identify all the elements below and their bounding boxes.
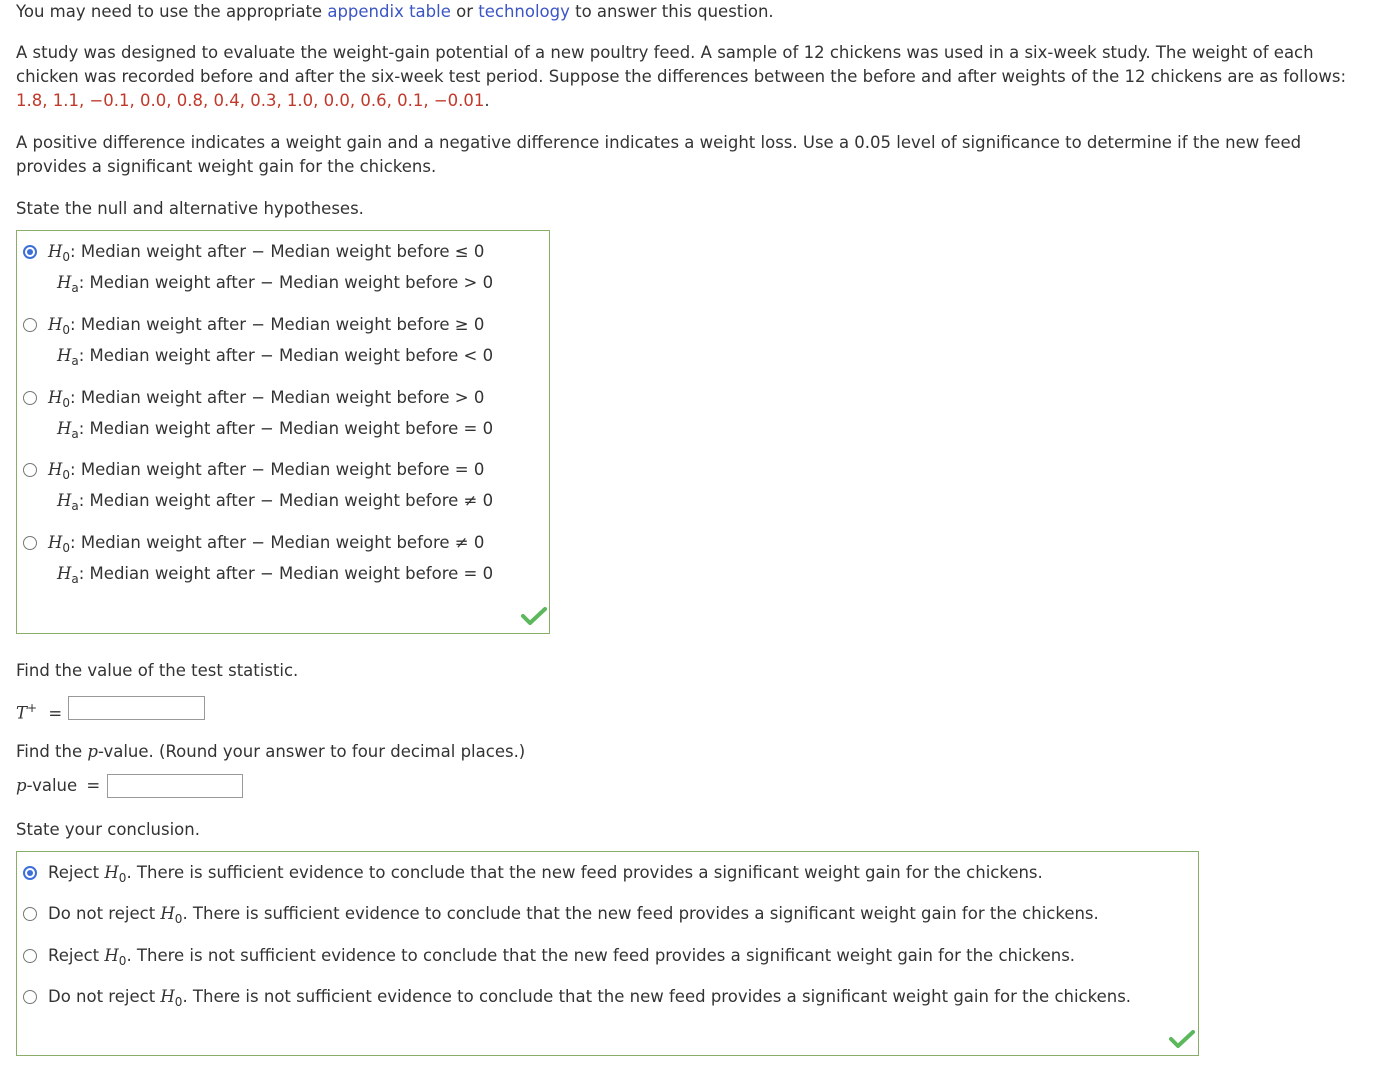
technology-link[interactable]: technology [478, 2, 570, 21]
p-value-prompt-suffix: -value. (Round your answer to four decimal places.) [97, 742, 526, 761]
conclusion-text [48, 862, 1043, 884]
radio-button[interactable] [23, 463, 37, 477]
conclusion-choice-box [16, 851, 1199, 1056]
null-subscript: 0 [118, 953, 127, 968]
h-symbol: H [57, 564, 72, 584]
problem-text: A study was designed to evaluate the weight-gain potential of a new poultry feed. A sample of 12 chickens was used in a six-week study. The weight of each chicken was recorded before and after the six-week test period. Suppose the differences between the before and after weights of the 12 chickens are as follows: [16, 43, 1347, 86]
p-value-prompt [16, 740, 525, 764]
alternative-hypothesis-text: : Median weight after − Median weight before > 0 [78, 273, 494, 292]
t-plus: + [27, 701, 38, 715]
null-subscript: 0 [62, 395, 71, 410]
null-hypothesis [48, 532, 484, 554]
conclusion-prompt: State your conclusion. [16, 820, 200, 839]
p-value-label-p: p [16, 776, 27, 795]
conclusion-decision: Reject [48, 863, 105, 882]
h-symbol: H [104, 945, 119, 965]
h-symbol: H [160, 904, 175, 924]
intro-line [16, 0, 774, 24]
alternative-hypothesis [57, 418, 493, 440]
alt-subscript: a [71, 499, 79, 514]
conclusion-statement: . There is sufficient evidence to conclude that the new feed provides a significant weight gain for the chickens. [182, 904, 1099, 924]
alternative-hypothesis-text: : Median weight after − Median weight before = 0 [78, 564, 494, 584]
null-hypothesis-text: : Median weight after − Median weight before = 0 [70, 460, 485, 480]
null-subscript: 0 [62, 541, 71, 556]
radio-button[interactable] [23, 391, 37, 405]
h-symbol: H [57, 418, 72, 438]
null-subscript: 0 [118, 871, 127, 885]
conclusion-decision: Do not reject [48, 904, 161, 924]
alternative-hypothesis [57, 345, 493, 367]
t-equals: = [48, 703, 63, 723]
alternative-hypothesis [57, 490, 493, 512]
h-symbol: H [57, 273, 72, 292]
radio-button[interactable] [23, 949, 37, 963]
conclusion-text [48, 945, 1075, 967]
null-hypothesis [48, 241, 484, 263]
checkmark-icon [1169, 1030, 1195, 1048]
conclusion-text [48, 903, 1099, 925]
problem-end: . [484, 91, 490, 110]
h-symbol: H [48, 242, 63, 261]
alternative-hypothesis-text: : Median weight after − Median weight before ≠ 0 [78, 491, 494, 511]
radio-button[interactable] [23, 536, 37, 550]
conclusion-decision: Reject [48, 945, 105, 965]
p-value-equals: = [86, 776, 101, 795]
conclusion-statement: . There is not sufficient evidence to conclude that the new feed provides a significant weight gain for the chickens. [182, 986, 1132, 1006]
h-symbol: H [48, 533, 63, 553]
null-subscript: 0 [62, 250, 71, 264]
null-hypothesis-text: : Median weight after − Median weight before ≤ 0 [70, 242, 485, 261]
t-symbol: T [16, 703, 28, 723]
conclusion-decision: Do not reject [48, 986, 161, 1006]
problem-statement [16, 41, 1371, 113]
h-symbol: H [48, 460, 63, 480]
h-symbol: H [57, 345, 72, 365]
alt-subscript: a [71, 572, 79, 587]
test-statistic-prompt: Find the value of the test statistic. [16, 661, 299, 680]
test-statistic-input[interactable] [68, 696, 205, 720]
alternative-hypothesis-text: : Median weight after − Median weight before = 0 [78, 418, 494, 438]
hypotheses-prompt: State the null and alternative hypotheses. [16, 199, 364, 218]
p-value-label [16, 774, 100, 798]
instructions: A positive difference indicates a weight gain and a negative difference indicates a weight loss. Use a 0.05 level of significance to determine if the new feed provides a significant weight gain for the chickens. [16, 133, 1302, 176]
h-symbol: H [57, 491, 72, 511]
conclusion-statement: . There is not sufficient evidence to conclude that the new feed provides a significant weight gain for the chickens. [126, 945, 1076, 965]
null-subscript: 0 [174, 994, 183, 1009]
null-subscript: 0 [62, 468, 71, 483]
checkmark-icon [521, 607, 547, 625]
alt-subscript: a [71, 281, 79, 295]
p-value-prompt-prefix: Find the [16, 742, 88, 761]
p-value-prompt-p: p [87, 742, 98, 761]
null-hypothesis-text: : Median weight after − Median weight before ≥ 0 [70, 314, 485, 334]
intro-suffix: to answer this question. [569, 2, 774, 21]
p-value-input[interactable] [107, 774, 243, 798]
appendix-table-link[interactable]: appendix table [327, 2, 451, 21]
null-hypothesis [48, 459, 484, 481]
p-value-label-suffix: -value [26, 776, 78, 795]
null-hypothesis-text: : Median weight after − Median weight before > 0 [70, 387, 485, 407]
null-hypothesis [48, 387, 484, 409]
radio-button[interactable] [23, 907, 37, 921]
data-values: 1.8, 1.1, −0.1, 0.0, 0.8, 0.4, 0.3, 1.0, 0.0, 0.6, 0.1, −0.01 [16, 91, 485, 110]
h-symbol: H [48, 314, 63, 334]
conclusion-text [48, 986, 1131, 1008]
alt-subscript: a [71, 353, 79, 368]
alternative-hypothesis-text: : Median weight after − Median weight before < 0 [78, 345, 494, 365]
null-hypothesis-text: : Median weight after − Median weight before ≠ 0 [70, 533, 485, 553]
alt-subscript: a [71, 426, 79, 441]
h-symbol: H [48, 387, 63, 407]
alternative-hypothesis [57, 272, 493, 294]
h-symbol: H [160, 986, 175, 1006]
radio-button[interactable] [23, 990, 37, 1004]
intro-middle: or [450, 2, 479, 21]
null-hypothesis [48, 314, 484, 336]
test-statistic-label [16, 696, 62, 726]
h-symbol: H [104, 863, 119, 882]
conclusion-statement: . There is sufficient evidence to conclude that the new feed provides a significant weight gain for the chickens. [126, 863, 1043, 882]
radio-button[interactable] [23, 245, 37, 259]
alternative-hypothesis [57, 563, 493, 585]
hypotheses-choice-box [16, 230, 550, 634]
null-subscript: 0 [62, 322, 71, 337]
radio-button[interactable] [23, 866, 37, 880]
null-subscript: 0 [174, 912, 183, 927]
radio-button[interactable] [23, 318, 37, 332]
intro-prefix: You may need to use the appropriate [16, 2, 328, 21]
